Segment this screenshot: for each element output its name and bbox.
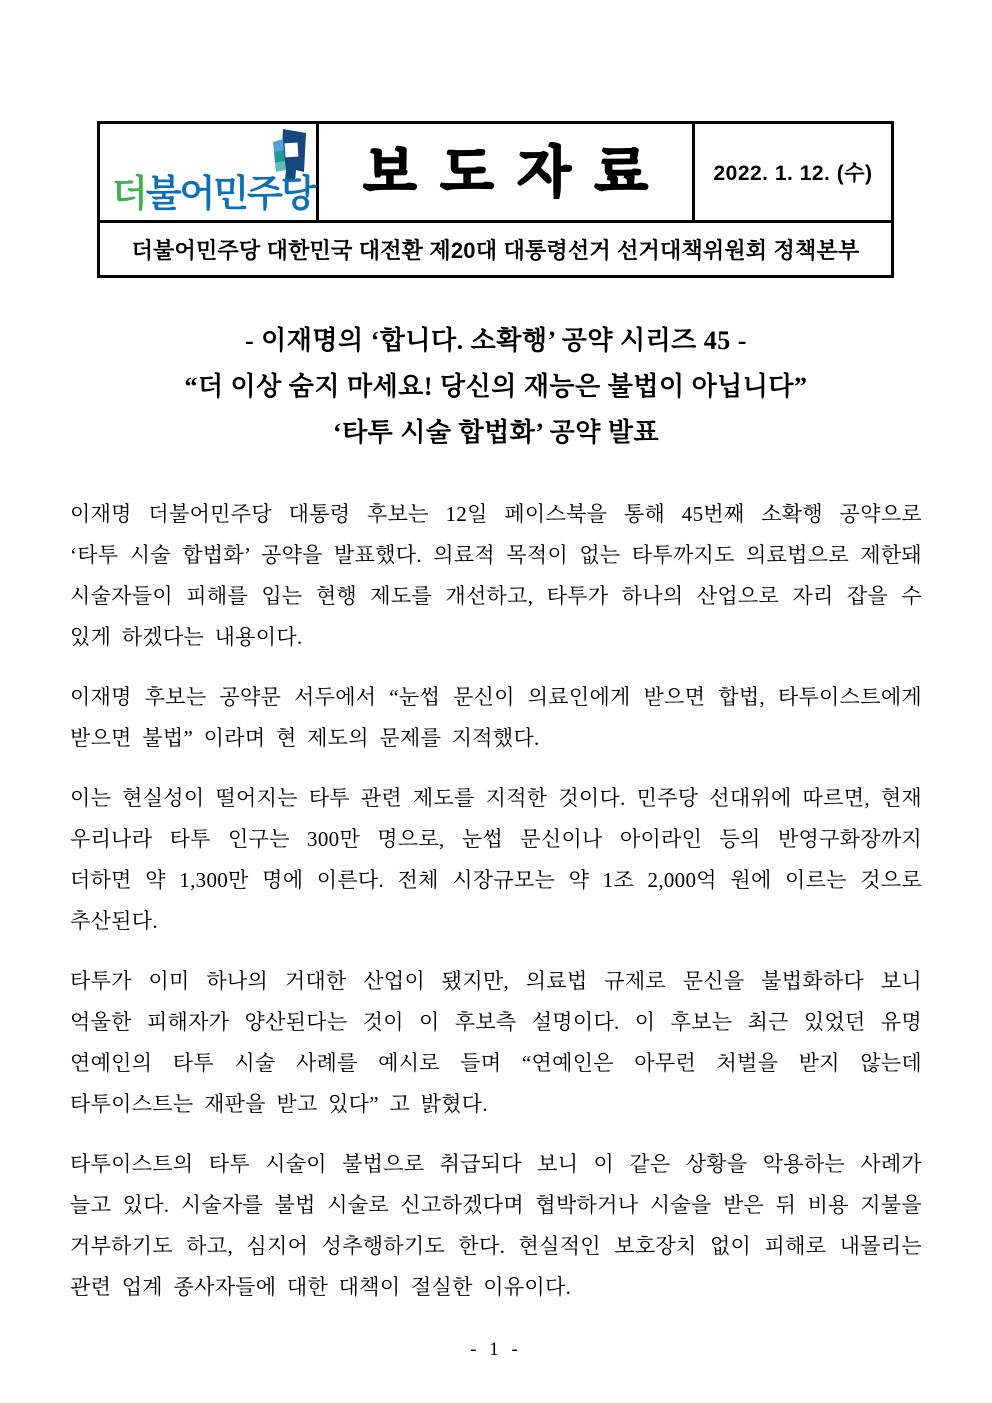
party-logo-text-rest: 불어민주당	[145, 173, 315, 214]
paragraph-2: 이재명 후보는 공약문 서두에서 “눈썹 문신이 의료인에게 받으면 합법, 타투이스트에게 받으면 불법” 이라며 현 제도의 문제를 지적했다.	[70, 685, 922, 750]
release-date-cell	[695, 124, 891, 220]
party-logo	[112, 130, 315, 214]
page-number: - 1 -	[470, 1339, 522, 1360]
header-box	[97, 121, 894, 278]
paragraph-1: 이재명 더불어민주당 대통령 후보는 12일 페이스북을 통해 45번째 소확행 공약으로 ‘타투 시술 합법화’ 공약을 발표했다. 의료적 목적이 없는 타투까지도 의료법으로 제한돼 시술자들이 피해를 입는 현행 제도를 개선하고, 타투가 하나의 산업으로 자리 잡을 수 있게 하겠다는 내용이다.	[70, 502, 922, 649]
body-text	[70, 494, 922, 1327]
issuing-org: 더불어민주당 대한민국 대전환 제20대 대통령선거 선거대책위원회 정책본부	[131, 237, 860, 263]
doc-type-cell	[319, 124, 695, 220]
headline-line-3: ‘타투 시술 합법화’ 공약 발표	[332, 418, 660, 447]
party-logo-cell	[100, 124, 319, 220]
headline-block	[70, 318, 922, 456]
party-logo-text	[112, 175, 314, 212]
headline-line-2: “더 이상 숨지 마세요! 당신의 재능은 불법이 아닙니다”	[184, 372, 808, 401]
header-top-row	[100, 124, 891, 220]
party-logo-text-first: 더	[112, 173, 146, 214]
paragraph-3: 이는 현실성이 떨어지는 타투 관련 제도를 지적한 것이다. 민주당 선대위에 따르면, 현재 우리나라 타투 인구는 300만 명으로, 눈썹 문신이나 아이라인 등의 반영구화장까지 더하면 약 1,300만 명에 이른다. 전체 시장규모는 약 1조 2,000억 원에 이르는 것으로 추산된다.	[70, 786, 922, 933]
paragraph-5: 타투이스트의 타투 시술이 불법으로 취급되다 보니 이 같은 상황을 악용하는 사례가 늘고 있다. 시술자를 불법 시술로 신고하겠다며 협박하거나 시술을 받은 뒤 비용 지불을 거부하기도 하고, 심지어 성추행하기도 한다. 현실적인 보호장치 없이 피해로 내몰리는 관련 업계 종사자들에 대한 대책이 절실한 이유이다.	[70, 1152, 922, 1299]
issuing-org-row	[100, 220, 891, 275]
release-date: 2022. 1. 12. (수)	[713, 162, 873, 185]
headline-line-1: - 이재명의 ‘합니다. 소확행’ 공약 시리즈 45 -	[245, 326, 747, 355]
paragraph-4: 타투가 이미 하나의 거대한 산업이 됐지만, 의료법 규제로 문신을 불법화하다 보니 억울한 피해자가 양산된다는 것이 이 후보측 설명이다. 이 후보는 최근 있었던 유명 연예인의 타투 시술 사례를 예시로 들며 “연예인은 아무런 처벌을 받지 않는데 타투이스트는 재판을 받고 있다” 고 밝혔다.	[70, 969, 922, 1116]
doc-type-title: 보도자료	[363, 140, 672, 203]
